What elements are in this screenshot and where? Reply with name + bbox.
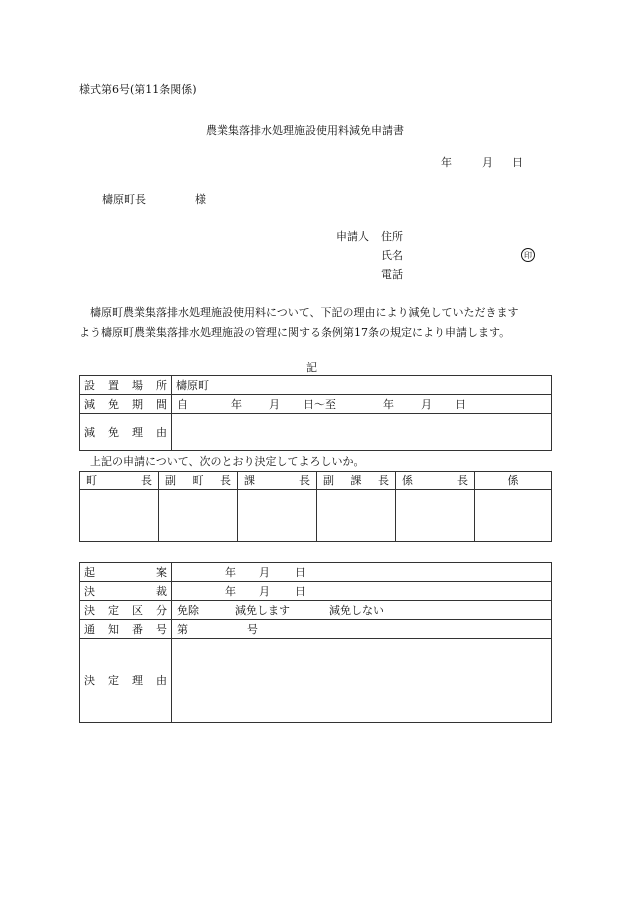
decision-reason-row — [80, 639, 552, 723]
note-heading: 記 — [306, 361, 317, 374]
option-not-reduce[interactable]: 減免しない — [329, 604, 384, 617]
approval-date[interactable]: 年 月 日 — [172, 582, 552, 601]
header-subsection-chief: 係 長 — [396, 472, 475, 490]
period-to-day: 日 — [455, 398, 466, 411]
form-title: 農業集落排水処理施設使用料減免申請書 — [206, 124, 404, 137]
decision-reason-value[interactable] — [172, 639, 552, 723]
reason-label: 減 免 理 由 — [80, 414, 172, 451]
header-staff: 係 — [475, 472, 552, 490]
decision-table — [79, 562, 552, 723]
notice-row — [80, 620, 552, 639]
option-exemption[interactable]: 免除 — [177, 604, 199, 617]
header-section-chief: 課 長 — [238, 472, 317, 490]
category-options — [172, 601, 552, 620]
stamp-cell-subsection-chief[interactable] — [396, 490, 475, 542]
date-month: 月 — [482, 156, 493, 169]
category-label: 決 定 区 分 — [80, 601, 172, 620]
period-from-day: 日～至 — [303, 398, 336, 411]
date-line — [441, 157, 452, 168]
approval-row — [80, 582, 552, 601]
header-deputy-mayor: 副 町 長 — [159, 472, 238, 490]
category-row — [80, 601, 552, 620]
approval-note: 上記の申請について、次のとおり決定してよろしいか。 — [90, 455, 365, 468]
draft-label: 起 案 — [80, 563, 172, 582]
reason-value[interactable] — [172, 414, 552, 451]
date-year: 年 — [441, 156, 452, 169]
header-mayor: 町 長 — [80, 472, 159, 490]
location-label: 設 置 場 所 — [80, 376, 172, 395]
period-from-year: 年 — [231, 398, 242, 411]
period-value[interactable] — [172, 395, 552, 414]
header-deputy-section-chief: 副 課 長 — [317, 472, 396, 490]
stamp-cell-deputy-section-chief[interactable] — [317, 490, 396, 542]
period-to-month: 月 — [421, 398, 432, 411]
period-from: 自 — [177, 398, 188, 411]
stamp-cell-section-chief[interactable] — [238, 490, 317, 542]
notice-number[interactable]: 第 号 — [172, 620, 552, 639]
decision-reason-label: 決 定 理 由 — [80, 639, 172, 723]
applicant-label: 申請人 — [336, 230, 369, 243]
applicant-name-label: 氏名 — [381, 249, 403, 262]
body-paragraph — [79, 303, 559, 343]
approval-table — [79, 471, 552, 542]
seal-text: 印 — [524, 250, 532, 260]
form-number: 様式第6号(第11条関係) — [79, 83, 197, 96]
draft-date[interactable]: 年 月 日 — [172, 563, 552, 582]
applicant-phone-label: 電話 — [381, 268, 403, 281]
approval-stamp-row — [80, 490, 552, 542]
body-line-1: 檮原町農業集落排水処理施設使用料について、下記の理由により減免していただきます — [90, 306, 519, 319]
location-row — [80, 376, 552, 395]
date-day: 日 — [512, 156, 523, 169]
body-line-2: よう檮原町農業集落排水処理施設の管理に関する条例第17条の規定により申請します。 — [79, 326, 511, 339]
period-label: 減 免 期 間 — [80, 395, 172, 414]
period-to-year: 年 — [383, 398, 394, 411]
location-value[interactable]: 檮原町 — [172, 376, 552, 395]
application-table — [79, 375, 552, 451]
period-row — [80, 395, 552, 414]
seal-icon — [521, 248, 535, 262]
notice-label: 通 知 番 号 — [80, 620, 172, 639]
option-reduce[interactable]: 減免します — [235, 604, 290, 617]
stamp-cell-mayor[interactable] — [80, 490, 159, 542]
period-from-month: 月 — [269, 398, 280, 411]
draft-row — [80, 563, 552, 582]
reason-row — [80, 414, 552, 451]
addressee-name: 檮原町長 — [102, 193, 146, 206]
applicant-address-label: 住所 — [381, 230, 403, 243]
stamp-cell-deputy-mayor[interactable] — [159, 490, 238, 542]
approval-label: 決 裁 — [80, 582, 172, 601]
approval-header-row — [80, 472, 552, 490]
addressee-honorific: 様 — [195, 193, 206, 206]
stamp-cell-staff[interactable] — [475, 490, 552, 542]
